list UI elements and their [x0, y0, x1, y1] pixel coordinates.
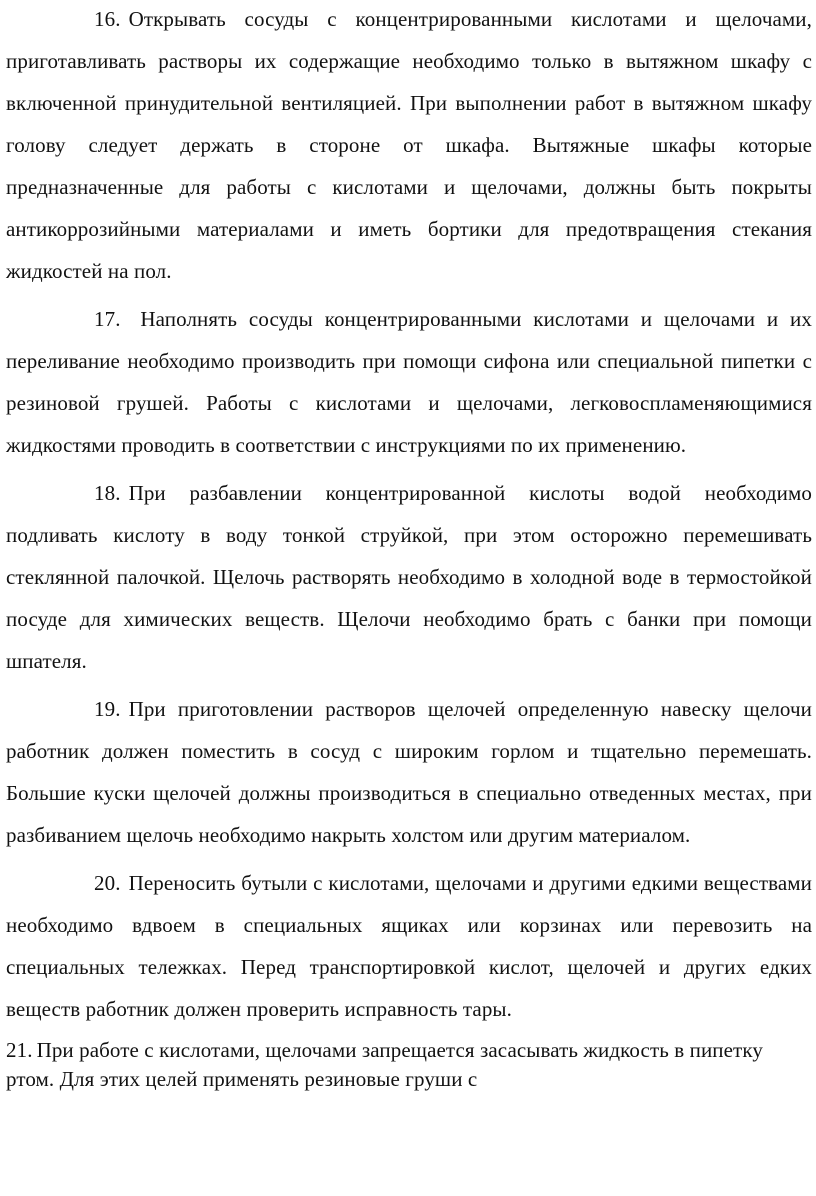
paragraph-item-20 [6, 862, 812, 1030]
paragraph-item-18 [6, 472, 812, 682]
item-text: Наполнять сосуды концентрированными кислотами и щелочами и их переливание необходимо производить при помощи сифона или специальной пипетки с резиновой грушей. Работы с кислотами и щелочами, легковоспламеняющимися жидкостями проводить в соответствии с инструкциями по их применению. [6, 307, 812, 457]
paragraph-item-16 [6, 0, 812, 292]
item-number: 21. [6, 1038, 33, 1062]
paragraph-item-19 [6, 688, 812, 856]
item-number: 16. [94, 7, 121, 31]
item-number: 20. [94, 871, 121, 895]
item-text: При приготовлении растворов щелочей определенную навеску щелочи работник должен поместить в сосуд с широким горлом и тщательно перемешать. Большие куски щелочей должны производиться в специально отведенных местах, при разбиванием щелочь необходимо накрыть холстом или другим материалом. [6, 697, 812, 847]
item-text: Переносить бутыли с кислотами, щелочами и другими едкими веществами необходимо вдвоем в специальных ящиках или корзинах или перевозить на специальных тележках. Перед транспортировкой кислот, щелочей и других едких веществ работник должен проверить исправность тары. [6, 871, 812, 1021]
paragraph-item-21 [6, 1036, 812, 1094]
item-text: При разбавлении концентрированной кислоты водой необходимо подливать кислоту в воду тонкой струйкой, при этом осторожно перемешивать стеклянной палочкой. Щелочь растворять необходимо в холодной воде в термостойкой посуде для химических веществ. Щелочи необходимо брать с банки при помощи шпателя. [6, 481, 812, 673]
item-number: 19. [94, 697, 121, 721]
item-text: При работе с кислотами, щелочами запрещается засасывать жидкость в пипетку ртом. Для этих целей применять резиновые груши с [6, 1038, 763, 1091]
paragraph-item-17 [6, 298, 812, 466]
item-number: 17. [94, 307, 121, 331]
item-text: Открывать сосуды с концентрированными кислотами и щелочами, приготавливать растворы их содержащие необходимо только в вытяжном шкафу с включенной принудительной вентиляцией. При выполнении работ в вытяжном шкафу голову следует держать в стороне от шкафа. Вытяжные шкафы которые предназначенные для работы с кислотами и щелочами, должны быть покрыты антикоррозийными материалами и иметь бортики для предотвращения стекания жидкостей на пол. [6, 7, 812, 283]
item-number: 18. [94, 481, 121, 505]
